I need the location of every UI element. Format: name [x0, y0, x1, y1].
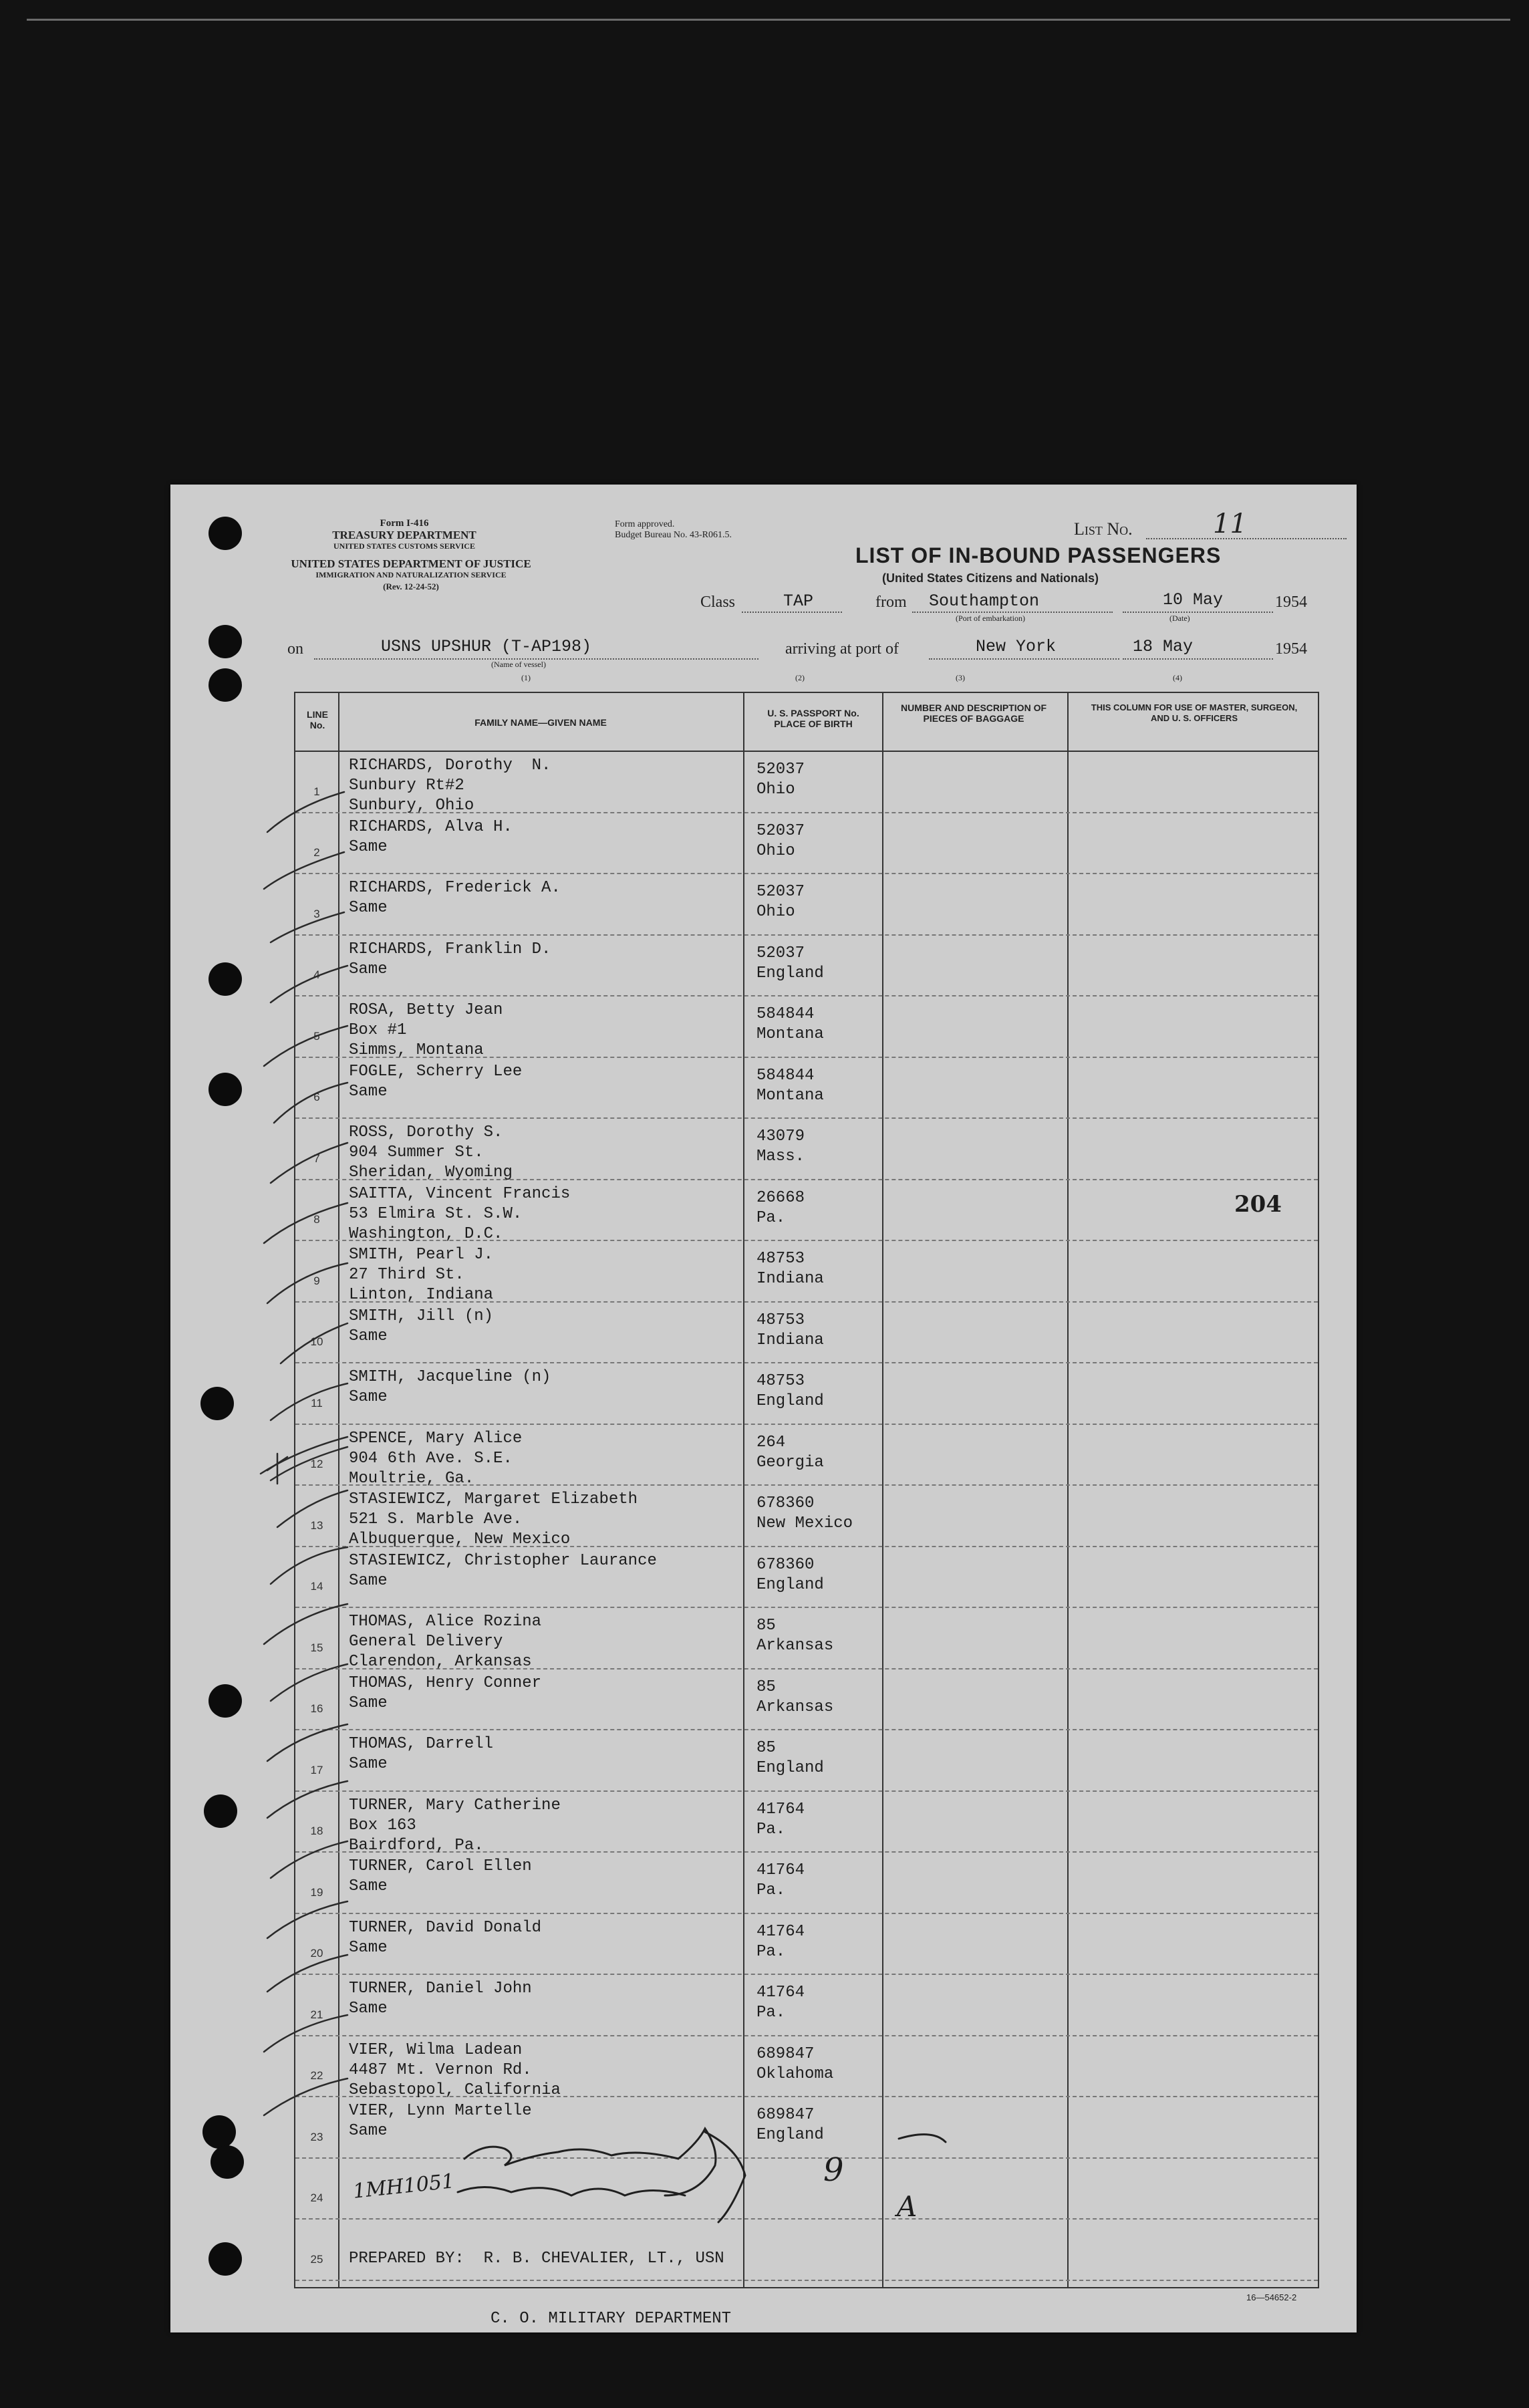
passenger-entry	[349, 1734, 493, 1774]
table-row	[295, 1974, 1318, 2035]
passenger-entry	[349, 2040, 561, 2101]
line-number: 15	[310, 1641, 323, 1654]
passenger-address: Same	[349, 1571, 388, 1590]
passenger-address: Simms, Montana	[349, 1041, 484, 1059]
passenger-address: Same	[349, 1388, 388, 1406]
passport-entry	[756, 2105, 824, 2145]
passport-entry	[756, 1555, 824, 1595]
passenger-name: THOMAS, Darrell	[349, 1735, 494, 1753]
passport-number: 52037	[756, 821, 805, 840]
place-of-birth: Ohio	[756, 841, 795, 860]
passenger-address: Same	[349, 1694, 388, 1712]
passenger-name: RICHARDS, Frederick A.	[349, 879, 561, 897]
header-passport: U. S. PASSPORT No. PLACE OF BIRTH	[767, 708, 859, 729]
passenger-name: RICHARDS, Franklin D.	[349, 940, 551, 958]
punch-hole	[208, 1684, 242, 1718]
col-num-1: (1)	[521, 673, 531, 682]
passport-entry	[756, 1678, 833, 1718]
punch-hole	[208, 2242, 242, 2276]
passport-number: 52037	[756, 883, 805, 901]
passenger-name: TURNER, Carol Ellen	[349, 1857, 532, 1875]
passenger-address: 4487 Mt. Vernon Rd.	[349, 2060, 532, 2079]
departure-date: 10 May	[1163, 590, 1224, 610]
arrival-year: 1954	[1275, 640, 1307, 658]
punch-hole	[204, 1794, 237, 1828]
passenger-address: Same	[349, 1938, 388, 1957]
table-row	[295, 1301, 1318, 1363]
passenger-address: Sunbury, Ohio	[349, 797, 474, 815]
cross-mark-icon	[267, 1454, 287, 1484]
passport-number: 584844	[756, 1005, 815, 1023]
class-value: TAP	[783, 591, 814, 611]
line-number: 19	[310, 1885, 323, 1899]
line-number: 23	[310, 2130, 323, 2143]
class-label: Class	[700, 593, 736, 611]
passenger-entry	[349, 1612, 541, 1672]
place-of-birth: Ohio	[756, 903, 795, 921]
line-number: 8	[313, 1213, 320, 1226]
passenger-address: Sebastopol, California	[349, 2081, 561, 2099]
place-of-birth: Oklahoma	[756, 2064, 834, 2083]
prepared-by	[349, 2209, 731, 2369]
passport-entry	[756, 1188, 805, 1228]
table-row	[295, 873, 1318, 934]
table-row	[295, 1913, 1318, 1974]
passport-entry	[756, 760, 805, 800]
passport-number: 678360	[756, 1494, 815, 1512]
arrival-port-field-line	[929, 658, 1119, 660]
passenger-entry	[349, 1184, 570, 1244]
passport-entry	[756, 944, 824, 984]
table-row	[295, 1546, 1318, 1607]
table-row	[295, 995, 1318, 1057]
passenger-address: Bairdford, Pa.	[349, 1836, 484, 1855]
passenger-address: Same	[349, 2122, 388, 2140]
passport-entry	[756, 1922, 805, 1962]
vessel-name: USNS UPSHUR (T-AP198)	[381, 637, 592, 656]
passport-number: 689847	[756, 2044, 815, 2063]
passenger-entry	[349, 1429, 522, 1489]
place-of-birth: Pa.	[756, 1820, 786, 1839]
table-row	[295, 934, 1318, 996]
header-baggage: NUMBER AND DESCRIPTION OF PIECES OF BAGGAGE	[900, 702, 1047, 724]
justice-dept: UNITED STATES DEPARTMENT OF JUSTICE	[291, 557, 531, 570]
place-of-birth: England	[756, 1759, 824, 1777]
place-of-birth: Indiana	[756, 1331, 824, 1349]
passenger-entry	[349, 2101, 532, 2141]
punch-hole	[208, 517, 242, 550]
table-row	[295, 1851, 1318, 1913]
handwritten-initial: A	[897, 2190, 918, 2223]
passenger-entry	[349, 1490, 638, 1550]
punch-hole	[208, 668, 242, 702]
page-subtitle: (United States Citizens and Nationals)	[882, 571, 1099, 585]
passenger-entry	[349, 1551, 657, 1591]
officer-note: 204	[1234, 1191, 1282, 1218]
place-of-birth: Pa.	[756, 1942, 786, 1961]
form-department-block	[264, 518, 545, 552]
passenger-name: ROSA, Betty Jean	[349, 1001, 503, 1019]
passenger-name: SAITTA, Vincent Francis	[349, 1184, 571, 1203]
passport-entry	[756, 1800, 805, 1840]
passport-number: 264	[756, 1433, 786, 1452]
passenger-address: Box 163	[349, 1816, 416, 1835]
passport-entry	[756, 1738, 824, 1778]
place-of-birth: England	[756, 1392, 824, 1410]
passport-number: 85	[756, 1617, 776, 1635]
passenger-address: Linton, Indiana	[349, 1286, 494, 1304]
line-number: 16	[310, 1702, 323, 1715]
passport-number: 584844	[756, 1066, 815, 1085]
line-number: 1	[313, 785, 320, 798]
table-row	[295, 1424, 1318, 1488]
line-number: 18	[310, 1825, 323, 1837]
vessel-caption: (Name of vessel)	[491, 660, 546, 669]
revision: (Rev. 12-24-52)	[383, 581, 439, 591]
passenger-name: RICHARDS, Dorothy N.	[349, 757, 551, 775]
table-row	[295, 1117, 1318, 1182]
passport-entry	[756, 1127, 805, 1167]
passenger-address: Same	[349, 837, 388, 856]
passenger-address: Washington, D.C.	[349, 1224, 503, 1243]
table-row	[295, 751, 1318, 815]
passport-number: 48753	[756, 1311, 805, 1329]
table-row	[295, 1179, 1318, 1243]
place-of-birth: Pa.	[756, 1881, 786, 1899]
passenger-entry	[349, 1062, 522, 1102]
list-no-label: List No.	[1074, 519, 1133, 539]
passport-entry	[756, 1433, 824, 1473]
place-of-birth: England	[756, 1575, 824, 1594]
passenger-address: Same	[349, 899, 388, 917]
arrival-date: 18 May	[1133, 637, 1194, 656]
table-row	[295, 2035, 1318, 2097]
passenger-name: STASIEWICZ, Christopher Laurance	[349, 1551, 657, 1570]
line-number: 13	[310, 1518, 323, 1532]
passenger-entry	[349, 1796, 561, 1856]
passenger-name: TURNER, Mary Catherine	[349, 1796, 561, 1815]
handwritten-number: 9	[823, 2151, 844, 2189]
passenger-entry	[349, 1979, 532, 2019]
passport-entry	[756, 1249, 824, 1289]
passenger-address: 904 Summer St.	[349, 1144, 484, 1162]
passenger-entry	[349, 756, 551, 816]
place-of-birth: Arkansas	[756, 1637, 834, 1655]
page-title: LIST OF IN-BOUND PASSENGERS	[855, 543, 1222, 567]
header-name: FAMILY NAME—GIVEN NAME	[474, 717, 607, 728]
passport-number: 689847	[756, 2106, 815, 2124]
passenger-name: TURNER, David Donald	[349, 1918, 542, 1937]
passport-entry	[756, 821, 805, 861]
passenger-entry	[349, 1857, 532, 1897]
arrival-date-field-line	[1123, 658, 1273, 660]
passport-number: 678360	[756, 1555, 815, 1574]
place-of-birth: Pa.	[756, 2004, 786, 2022]
passport-entry	[756, 2044, 833, 2085]
table-row	[295, 1240, 1318, 1304]
passenger-name: VIER, Lynn Martelle	[349, 2102, 532, 2120]
passenger-name: SMITH, Pearl J.	[349, 1246, 494, 1264]
header-officers: THIS COLUMN FOR USE OF MASTER, SURGEON, AND U. S. OFFICERS	[1091, 702, 1298, 723]
passenger-name: SMITH, Jill (n)	[349, 1307, 494, 1325]
passenger-address: 521 S. Marble Ave.	[349, 1510, 523, 1528]
justice-dept-block	[271, 558, 551, 592]
from-label: from	[875, 593, 907, 611]
passport-number: 41764	[756, 1922, 805, 1941]
table-row	[295, 2096, 1318, 2157]
passenger-entry	[349, 1674, 541, 1714]
line-number: 17	[310, 1763, 323, 1776]
departure-year: 1954	[1275, 593, 1307, 611]
passenger-address: 27 Third St.	[349, 1266, 464, 1284]
passenger-address: Sunbury Rt#2	[349, 777, 464, 795]
place-of-birth: Mass.	[756, 1148, 805, 1166]
line-number: 10	[310, 1335, 323, 1348]
class-field-line	[742, 612, 842, 613]
passenger-address: Same	[349, 1755, 388, 1773]
passport-entry	[756, 1066, 824, 1106]
prepared-by-line1: PREPARED BY: R. B. CHEVALIER, LT., USN	[349, 2250, 724, 2268]
line-number: 3	[313, 907, 320, 920]
passenger-name: SMITH, Jacqueline (n)	[349, 1368, 551, 1386]
prepared-by-line2: C. O. MILITARY DEPARTMENT	[491, 2310, 732, 2328]
place-of-birth: England	[756, 2126, 824, 2144]
passenger-address: Same	[349, 2000, 388, 2018]
passport-entry	[756, 1983, 805, 2023]
on-label: on	[287, 640, 303, 658]
table-row	[295, 1057, 1318, 1118]
punch-hole	[202, 2115, 236, 2149]
passenger-entry	[349, 1000, 503, 1061]
handwritten-stamp: 1MH1051	[352, 2169, 456, 2203]
list-no-value: 11	[1213, 509, 1247, 539]
punch-hole	[211, 2145, 244, 2179]
passenger-name: FOGLE, Scherry Lee	[349, 1062, 523, 1081]
passport-entry	[756, 1616, 833, 1656]
place-of-birth: Indiana	[756, 1270, 824, 1288]
punch-hole	[208, 962, 242, 996]
line-number: 11	[311, 1396, 323, 1410]
place-of-birth: England	[756, 964, 824, 982]
passport-number: 52037	[756, 944, 805, 962]
place-of-birth: Arkansas	[756, 1698, 834, 1716]
passenger-address: Moultrie, Ga.	[349, 1469, 474, 1488]
passenger-address: Same	[349, 1327, 388, 1345]
passport-entry	[756, 1371, 824, 1412]
passport-number: 85	[756, 1739, 776, 1757]
passenger-name: STASIEWICZ, Margaret Elizabeth	[349, 1490, 638, 1508]
line-number: 12	[310, 1458, 323, 1470]
passenger-address: Clarendon, Arkansas	[349, 1653, 532, 1671]
passenger-entry	[349, 1245, 493, 1305]
passenger-entry	[349, 940, 551, 980]
line-number: 7	[313, 1152, 320, 1165]
table-row	[295, 1607, 1318, 1671]
punch-hole	[200, 1387, 234, 1420]
line-number: 24	[310, 2191, 323, 2204]
scan-edge-line	[27, 19, 1510, 21]
passport-number: 52037	[756, 761, 805, 779]
line-number: 9	[313, 1274, 320, 1287]
budget-bureau: Budget Bureau No. 43-R061.5.	[615, 530, 732, 540]
punch-hole	[208, 625, 242, 658]
table-row	[295, 1362, 1318, 1424]
passenger-name: VIER, Wilma Ladean	[349, 2040, 523, 2059]
passenger-entry	[349, 878, 561, 918]
from-field-line	[912, 612, 1113, 613]
place-of-birth: Montana	[756, 1086, 824, 1105]
passenger-entry	[349, 1918, 541, 1958]
passenger-address: Albuquerque, New Mexico	[349, 1530, 571, 1549]
line-number: 5	[313, 1029, 320, 1043]
table-row	[295, 812, 1318, 874]
passport-number: 41764	[756, 1800, 805, 1819]
passport-entry	[756, 1005, 824, 1045]
line-number: 25	[310, 2252, 323, 2266]
passenger-manifest-page	[170, 485, 1357, 2332]
table-row	[295, 1668, 1318, 1730]
port-embarkation-caption: (Port of embarkation)	[956, 614, 1025, 623]
line-number: 21	[310, 2008, 323, 2021]
line-number: 14	[310, 1580, 323, 1593]
passenger-name: RICHARDS, Alva H.	[349, 817, 513, 836]
passenger-name: THOMAS, Henry Conner	[349, 1674, 542, 1692]
passenger-address: 904 6th Ave. S.E.	[349, 1449, 513, 1468]
form-approved-block	[615, 519, 732, 541]
passenger-name: TURNER, Daniel John	[349, 1980, 532, 1998]
passenger-name: THOMAS, Alice Rozina	[349, 1613, 542, 1631]
passenger-address: Same	[349, 1877, 388, 1895]
line-number: 22	[310, 2069, 323, 2082]
place-of-birth: Georgia	[756, 1453, 824, 1472]
place-of-birth: New Mexico	[756, 1514, 853, 1532]
passport-number: 26668	[756, 1188, 805, 1207]
line-number: 4	[313, 968, 320, 981]
line-number: 20	[310, 1947, 323, 1960]
arriving-label: arriving at port of	[785, 640, 899, 658]
place-of-birth: Ohio	[756, 781, 795, 799]
treasury-dept: TREASURY DEPARTMENT	[332, 529, 476, 541]
passport-number: 41764	[756, 1861, 805, 1879]
place-of-birth: Montana	[756, 1025, 824, 1043]
form-approved: Form approved.	[615, 519, 675, 529]
header-line-no: LINE No.	[307, 709, 328, 730]
passenger-address: General Delivery	[349, 1633, 503, 1651]
line-number: 2	[313, 846, 320, 859]
table-row	[295, 1790, 1318, 1855]
punch-hole	[208, 1073, 242, 1106]
passenger-address: Same	[349, 960, 388, 978]
passenger-entry	[349, 1307, 493, 1347]
passenger-entry	[349, 1367, 551, 1408]
passenger-address: Sheridan, Wyoming	[349, 1164, 513, 1182]
customs-service: UNITED STATES CUSTOMS SERVICE	[333, 541, 475, 551]
table-row	[295, 1729, 1318, 1790]
print-code: 16—54652-2	[1246, 2292, 1297, 2302]
passport-number: 48753	[756, 1372, 805, 1390]
place-of-birth: Pa.	[756, 1208, 786, 1227]
passport-number: 85	[756, 1678, 776, 1696]
passport-entry	[756, 1861, 805, 1901]
passenger-name: SPENCE, Mary Alice	[349, 1429, 523, 1448]
col-num-4: (4)	[1173, 673, 1182, 682]
port-of-embarkation: Southampton	[929, 591, 1040, 611]
passport-number: 43079	[756, 1127, 805, 1146]
date-caption: (Date)	[1169, 614, 1190, 623]
passport-number: 48753	[756, 1250, 805, 1268]
passenger-name: ROSS, Dorothy S.	[349, 1123, 503, 1142]
table-row	[295, 1484, 1318, 1549]
passport-entry	[756, 1311, 824, 1351]
line-number: 6	[313, 1091, 320, 1103]
passenger-address: 53 Elmira St. S.W.	[349, 1204, 523, 1223]
col-num-3: (3)	[956, 673, 965, 682]
passport-number: 41764	[756, 1984, 805, 2002]
passenger-entry	[349, 817, 513, 857]
date-field-line	[1123, 612, 1273, 613]
ins-service: IMMIGRATION AND NATURALIZATION SERVICE	[315, 570, 507, 579]
passenger-entry	[349, 1123, 513, 1183]
col-num-2: (2)	[795, 673, 805, 682]
form-number: Form I-416	[380, 518, 429, 529]
passenger-address: Box #1	[349, 1021, 407, 1039]
passport-entry	[756, 882, 805, 922]
table-header	[295, 693, 1318, 752]
arrival-port: New York	[976, 637, 1057, 656]
passport-entry	[756, 1494, 853, 1534]
passenger-address: Same	[349, 1082, 388, 1101]
